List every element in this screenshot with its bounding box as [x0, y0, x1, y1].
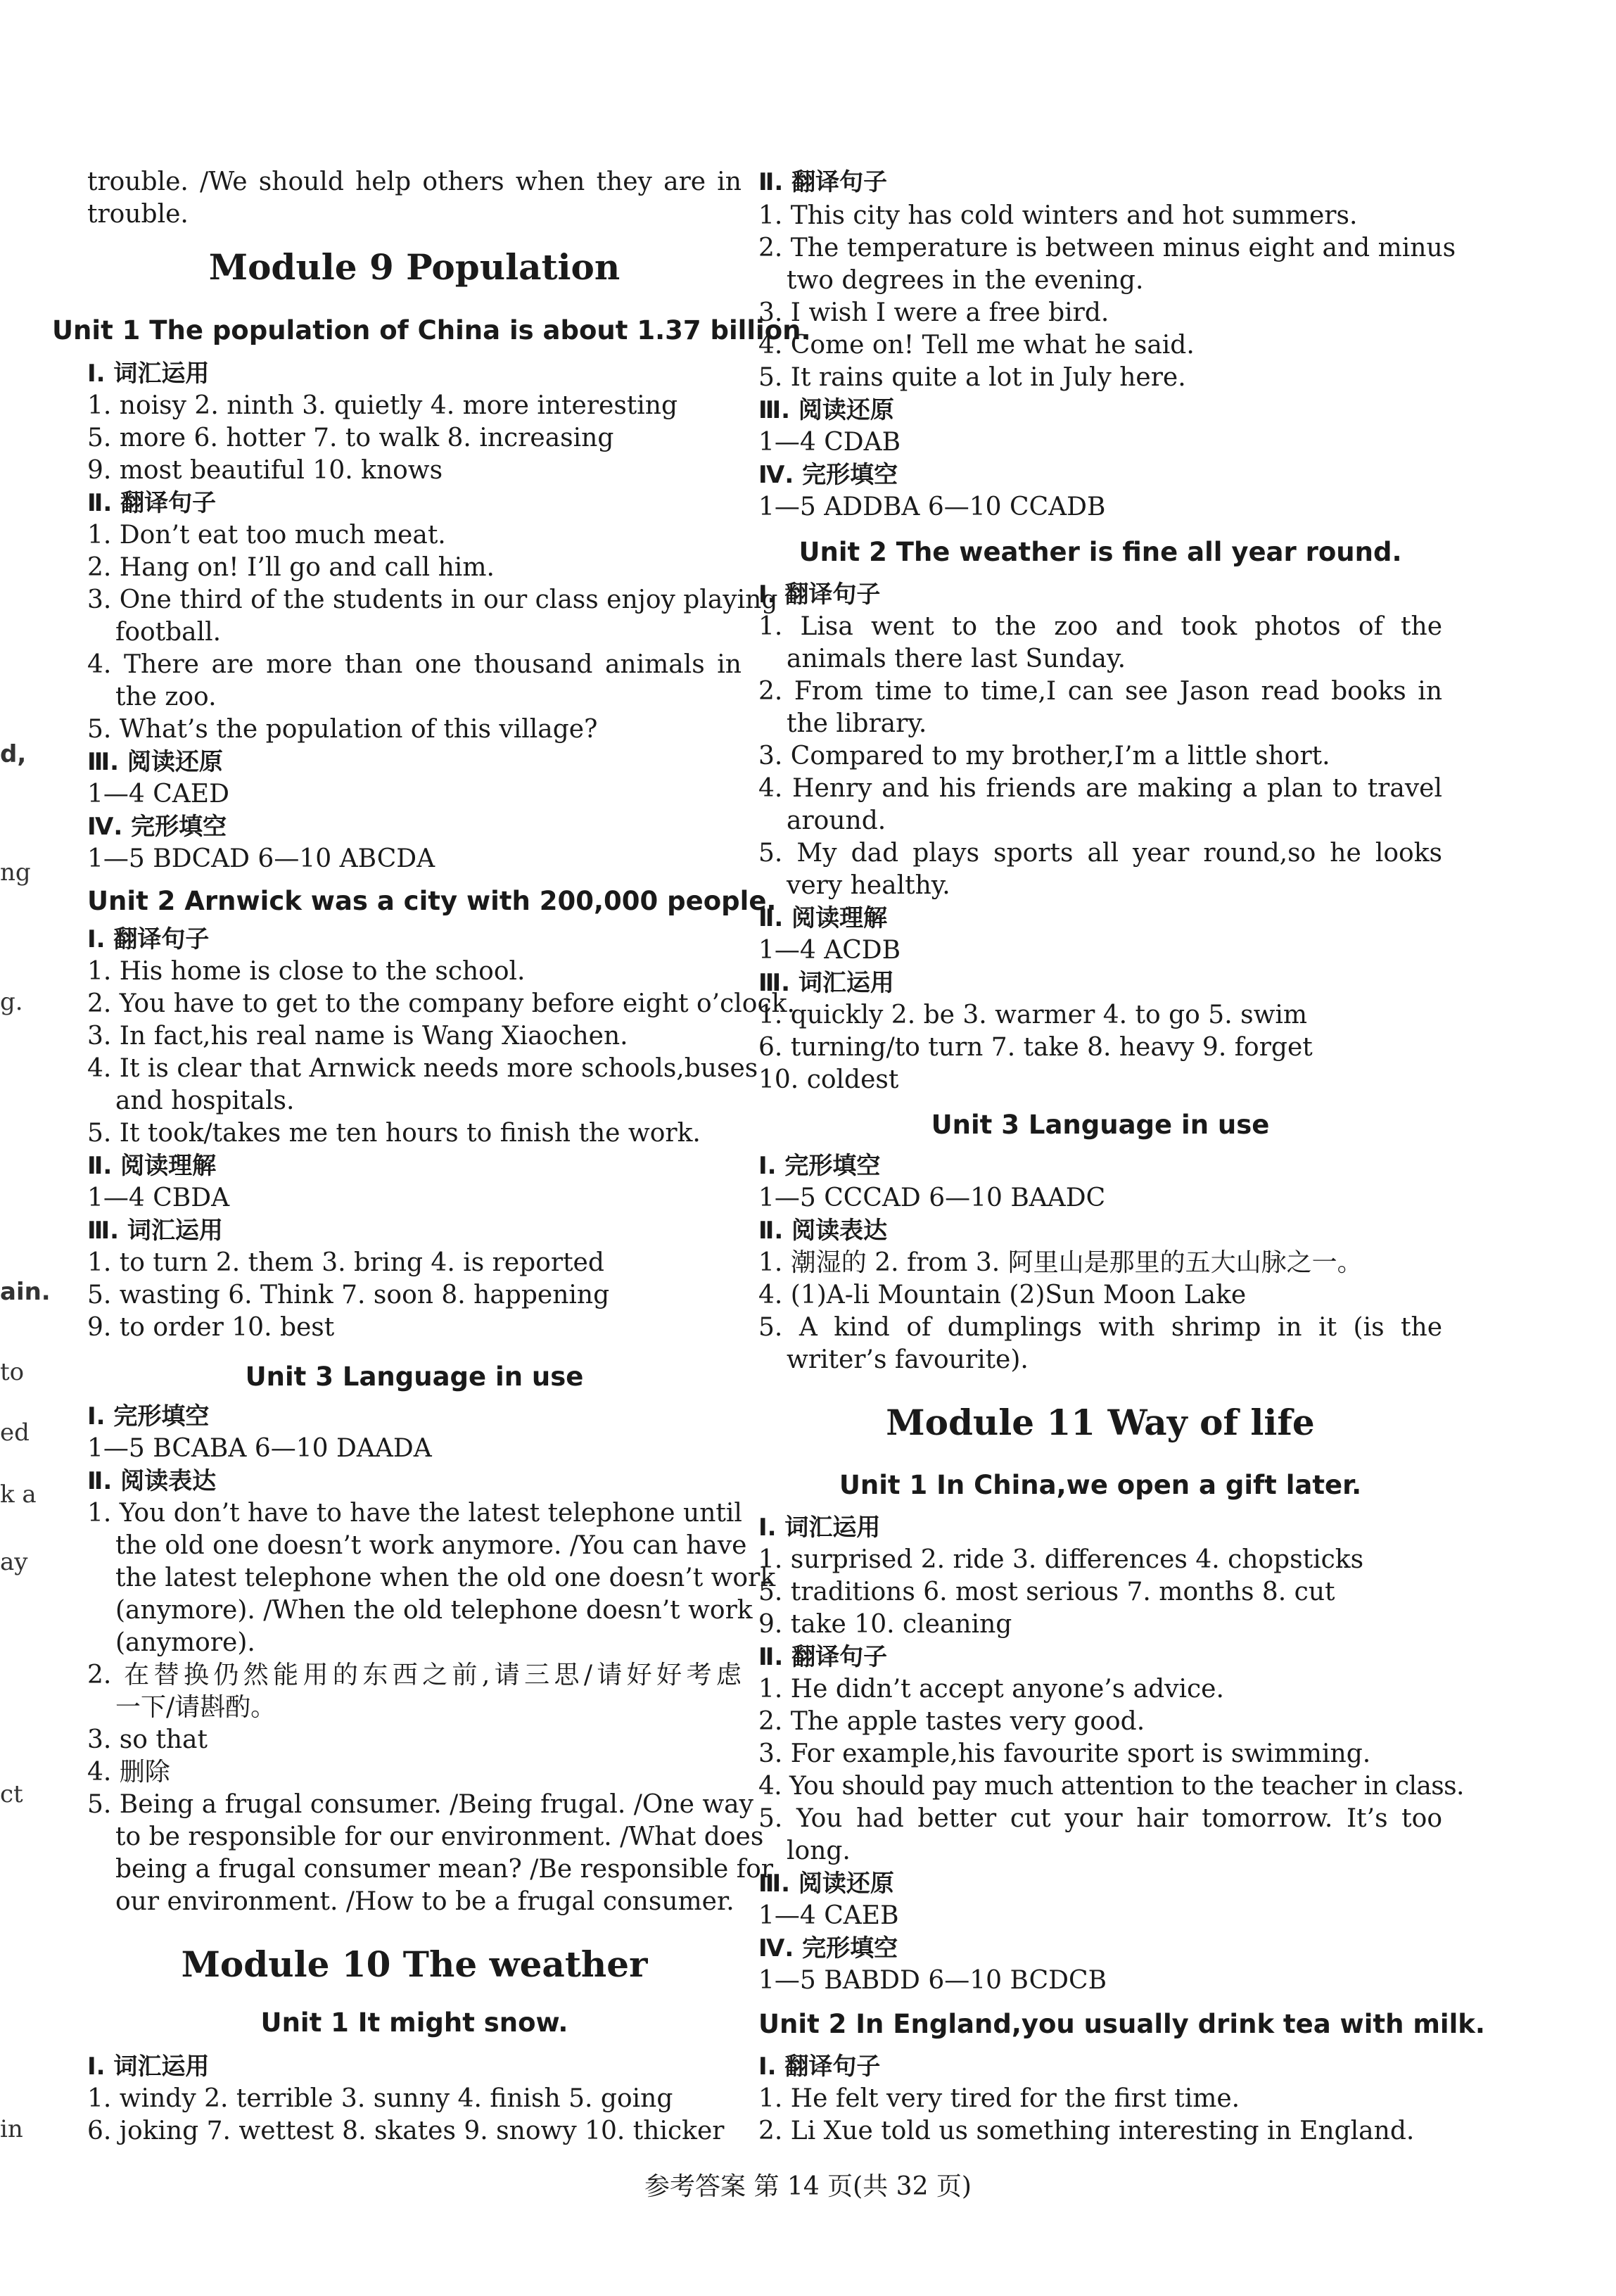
- edge-fragment: ain.: [0, 1278, 51, 1306]
- text-line: football.: [115, 618, 222, 647]
- text-line: 1. quickly 2. be 3. warmer 4. to go 5. swim: [758, 1001, 1308, 1029]
- text-line: 1. Don’t eat too much meat.: [87, 521, 446, 550]
- edge-fragment: ng: [0, 858, 31, 887]
- text-line: 5. more 6. hotter 7. to walk 8. increasing: [87, 424, 614, 452]
- text-line: 2. Hang on! I’ll go and call him.: [87, 553, 495, 582]
- section-heading: Ⅱ. 翻译句子: [87, 489, 217, 517]
- text-line: 1. This city has cold winters and hot summers.: [758, 201, 1358, 230]
- text-line: 2. You have to get to the company before eight o’clock.: [87, 989, 795, 1018]
- m10-unit1-title: Unit 1 It might snow.: [260, 2008, 568, 2038]
- text-line: 5. My dad plays sports all year round,so he looks: [758, 839, 1442, 868]
- text-line: 2. From time to time,I can see Jason read books in: [758, 677, 1442, 706]
- edge-fragment: g.: [0, 988, 23, 1016]
- section-heading: Ⅰ. 翻译句子: [758, 581, 881, 609]
- edge-fragment: d,: [0, 740, 27, 768]
- section-heading: Ⅳ. 完形填空: [87, 813, 227, 841]
- section-heading: Ⅰ. 词汇运用: [758, 1514, 881, 1542]
- section-heading: Ⅳ. 完形填空: [758, 1934, 898, 1962]
- edge-fragment: to: [0, 1358, 25, 1386]
- section-heading: Ⅲ. 阅读还原: [87, 748, 223, 776]
- answer-line: 1—5 BABDD 6—10 BCDCB: [758, 1966, 1107, 1995]
- text-line: 1. 潮湿的 2. from 3. 阿里山是那里的五大山脉之一。: [758, 1248, 1363, 1277]
- text-line: 3. I wish I were a free bird.: [758, 298, 1109, 327]
- m10-unit3-title: Unit 3 Language in use: [931, 1110, 1270, 1140]
- text-line: the old one doesn’t work anymore. /You can have: [115, 1531, 747, 1560]
- answer-line: 1—5 BCABA 6—10 DAADA: [87, 1434, 432, 1463]
- section-heading: Ⅱ. 阅读理解: [87, 1152, 217, 1180]
- text-line: very healthy.: [787, 871, 950, 900]
- text-line: and hospitals.: [115, 1086, 295, 1115]
- section-heading: Ⅰ. 翻译句子: [758, 2053, 881, 2081]
- text-line: 2. The temperature is between minus eight and minus: [758, 234, 1456, 262]
- section-heading: Ⅲ. 词汇运用: [758, 969, 894, 997]
- section-heading: Ⅰ. 完形填空: [87, 1402, 210, 1431]
- text-line: 3. For example,his favourite sport is swimming.: [758, 1739, 1371, 1768]
- text-line: 1. He didn’t accept anyone’s advice.: [758, 1675, 1224, 1704]
- answer-line: 1—5 ADDBA 6—10 CCADB: [758, 493, 1106, 521]
- text-line: our environment. /How to be a frugal consumer.: [115, 1887, 734, 1916]
- text-line: 1. You don’t have to have the latest telephone until: [87, 1499, 742, 1528]
- text-line: 5. Being a frugal consumer. /Being frugal. /One way: [87, 1790, 753, 1819]
- text-line: 9. most beautiful 10. knows: [87, 456, 443, 485]
- text-line: 2. 在替换仍然能用的东西之前,请三思/请好好考虑: [87, 1661, 742, 1689]
- text-line: 4. (1)A-li Mountain (2)Sun Moon Lake: [758, 1281, 1247, 1309]
- edge-fragment: ed: [0, 1419, 30, 1447]
- text-line: 3. One third of the students in our class enjoy playing: [87, 585, 778, 614]
- text-line: writer’s favourite).: [787, 1345, 1029, 1374]
- text-line: long.: [787, 1837, 851, 1865]
- text-line: (anymore).: [115, 1628, 255, 1657]
- text-line: 3. so that: [87, 1725, 208, 1754]
- text-line: the zoo.: [115, 683, 217, 711]
- module-9-title: Module 9 Population: [208, 246, 621, 288]
- edge-fragment: in: [0, 2115, 23, 2143]
- section-heading: Ⅰ. 词汇运用: [87, 360, 210, 388]
- edge-fragment: k a: [0, 1480, 37, 1509]
- text-line: 6. joking 7. wettest 8. skates 9. snowy 10. thicker: [87, 2117, 725, 2145]
- answer-line: 1—4 CBDA: [87, 1184, 230, 1212]
- section-heading: Ⅱ. 阅读理解: [758, 904, 888, 932]
- text-line: 1. noisy 2. ninth 3. quietly 4. more interesting: [87, 391, 678, 420]
- text-line: (anymore). /When the old telephone doesn’t work: [115, 1596, 753, 1625]
- section-heading: Ⅱ. 翻译句子: [758, 168, 888, 196]
- answer-line: 1—5 CCCAD 6—10 BAADC: [758, 1184, 1106, 1212]
- text-line: trouble. /We should help others when they are in: [87, 167, 742, 196]
- answer-line: 1—4 CAEB: [758, 1901, 899, 1930]
- m9-unit2-title: Unit 2 Arnwick was a city with 200,000 people.: [87, 886, 777, 916]
- m9-unit1-title: Unit 1 The population of China is about 1.37 billion.: [52, 315, 811, 345]
- text-line: to be responsible for our environment. /What does: [115, 1822, 764, 1851]
- text-line: 4. It is clear that Arnwick needs more schools,buses: [87, 1054, 758, 1083]
- section-heading: Ⅲ. 词汇运用: [87, 1217, 223, 1245]
- answer-line: 1—4 ACDB: [758, 936, 901, 965]
- text-line: 4. There are more than one thousand animals in: [87, 650, 742, 679]
- section-heading: Ⅱ. 阅读表达: [758, 1217, 888, 1245]
- text-line: 一下/请斟酌。: [115, 1693, 276, 1722]
- right-column: [758, 0, 1485, 2195]
- text-line: 9. take 10. cleaning: [758, 1610, 1012, 1639]
- edge-fragment: ct: [0, 1780, 23, 1808]
- m9-unit3-title: Unit 3 Language in use: [245, 1362, 584, 1392]
- text-line: 4. You should pay much attention to the teacher in class.: [758, 1772, 1464, 1801]
- text-line: 4. 删除: [87, 1758, 170, 1787]
- text-line: 2. The apple tastes very good.: [758, 1707, 1145, 1736]
- section-heading: Ⅰ. 翻译句子: [87, 925, 210, 953]
- text-line: 1. He felt very tired for the first time.: [758, 2084, 1240, 2113]
- answer-line: 1—4 CAED: [87, 780, 229, 808]
- text-line: 4. Come on! Tell me what he said.: [758, 331, 1195, 360]
- left-column: [52, 0, 811, 2195]
- section-heading: Ⅳ. 完形填空: [758, 461, 898, 489]
- text-line: 9. to order 10. best: [87, 1313, 335, 1342]
- section-heading: Ⅰ. 词汇运用: [87, 2053, 210, 2081]
- text-line: 2. Li Xue told us something interesting in England.: [758, 2117, 1415, 2145]
- section-heading: Ⅱ. 翻译句子: [758, 1643, 888, 1671]
- text-line: 5. traditions 6. most serious 7. months 8. cut: [758, 1578, 1335, 1606]
- text-line: trouble.: [87, 200, 189, 229]
- text-line: 5. A kind of dumplings with shrimp in it (is the: [758, 1313, 1442, 1342]
- m11-unit1-title: Unit 1 In China,we open a gift later.: [839, 1470, 1362, 1500]
- section-heading: Ⅰ. 完形填空: [758, 1152, 881, 1180]
- text-line: 6. turning/to turn 7. take 8. heavy 9. forget: [758, 1033, 1313, 1062]
- text-line: around.: [787, 806, 886, 835]
- text-line: 3. In fact,his real name is Wang Xiaochen.: [87, 1022, 628, 1051]
- module-10-title: Module 10 The weather: [181, 1943, 648, 1985]
- section-heading: Ⅲ. 阅读还原: [758, 1870, 894, 1898]
- text-line: 5. wasting 6. Think 7. soon 8. happening: [87, 1281, 610, 1309]
- text-line: 1. Lisa went to the zoo and took photos of the: [758, 612, 1442, 641]
- text-line: 1. windy 2. terrible 3. sunny 4. finish 5. going: [87, 2084, 673, 2113]
- text-line: being a frugal consumer mean? /Be responsible for: [115, 1855, 773, 1884]
- text-line: two degrees in the evening.: [787, 266, 1144, 295]
- text-line: 4. Henry and his friends are making a plan to travel: [758, 774, 1442, 803]
- answer-line: 1—4 CDAB: [758, 428, 901, 457]
- page-footer: 参考答案 第 14 页(共 32 页): [644, 2172, 972, 2201]
- section-heading: Ⅱ. 阅读表达: [87, 1467, 217, 1495]
- section-heading: Ⅲ. 阅读还原: [758, 396, 894, 424]
- text-line: 5. You had better cut your hair tomorrow. It’s too: [758, 1804, 1442, 1833]
- answer-line: 1—5 BDCAD 6—10 ABCDA: [87, 844, 435, 873]
- text-line: 1. surprised 2. ride 3. differences 4. chopsticks: [758, 1545, 1364, 1574]
- text-line: 5. It took/takes me ten hours to finish the work.: [87, 1119, 701, 1148]
- text-line: 3. Compared to my brother,I’m a little short.: [758, 742, 1330, 770]
- edge-fragment: ay: [0, 1548, 28, 1576]
- m10-unit2-title: Unit 2 The weather is fine all year round.: [799, 537, 1402, 567]
- module-11-title: Module 11 Way of life: [886, 1402, 1315, 1443]
- text-line: 1. to turn 2. them 3. bring 4. is reported: [87, 1248, 604, 1277]
- text-line: 1. His home is close to the school.: [87, 957, 526, 986]
- m11-unit2-title: Unit 2 In England,you usually drink tea with milk.: [758, 2009, 1485, 2039]
- text-line: 5. What’s the population of this village?: [87, 715, 598, 744]
- text-line: the latest telephone when the old one doesn’t work: [115, 1564, 776, 1592]
- text-line: 5. It rains quite a lot in July here.: [758, 363, 1186, 392]
- text-line: the library.: [787, 709, 927, 738]
- text-line: animals there last Sunday.: [787, 645, 1126, 673]
- text-line: 10. coldest: [758, 1065, 899, 1094]
